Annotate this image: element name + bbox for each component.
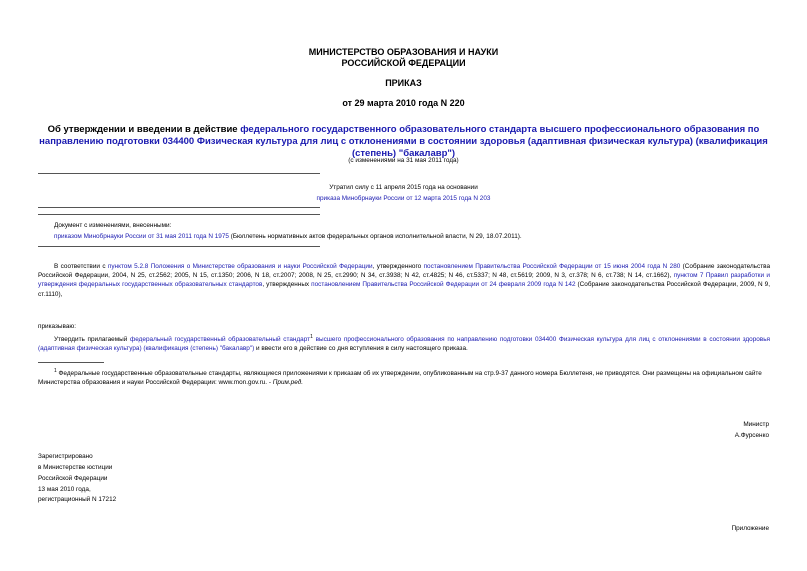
divider <box>38 207 320 208</box>
footnote-text: Федеральные государственные образовательные стандарты, являющиеся приложениями к приказам об их утверждении, опубликованным на стр.9-37 данного номера Бюллетеня, не приводятся. Они размещены на официальном сайте Министерства образования и науки Российской Федерации: www.mon.gov.ru. - <box>38 370 762 387</box>
registration-line-2: в Министерстве юстиции <box>38 464 113 471</box>
basis-paragraph <box>38 262 770 299</box>
changes-link[interactable]: приказом Минобрнауки России от 31 мая 2011 года N 1975 <box>54 233 229 240</box>
basis-link-1[interactable]: пунктом 5.2.8 Положения о Министерстве образования и науки Российской Федерации <box>107 263 373 270</box>
order-paragraph <box>38 333 770 354</box>
document-title <box>30 124 777 160</box>
footnote <box>38 367 774 388</box>
order-text-2: и ввести его в действие со дня вступления в силу настоящего приказа. <box>254 345 468 353</box>
changes-label: Документ с изменениями, внесенными: <box>54 222 172 229</box>
basis-text-1: В соответствии с <box>54 263 108 270</box>
appendix-label: Приложение <box>731 525 769 532</box>
registration-line-4: 13 мая 2010 года, <box>38 486 91 493</box>
order-standard-link-2[interactable]: высшего профессионального образования по направлению подготовки 034400 Физическая культура для лиц с отклонениями в состоянии здоровья (адаптивная физическая культура) (квалификация (степень) "бакалавр") <box>38 336 770 353</box>
basis-link-3[interactable]: пунктом 7 Правил разработки и утверждения федеральных государственных образовательных стандартов <box>38 272 770 289</box>
footnote-italic: Прим.ред. <box>272 379 304 387</box>
prikazyvayu: приказываю: <box>38 323 76 330</box>
basis-text-5: (Собрание законодательства Российской Федерации, 2009, N 9, ст.1110), <box>38 281 770 298</box>
basis-link-4[interactable]: постановлением Правительства Российской Федерации от 24 февраля 2009 года N 142 <box>311 281 576 289</box>
doc-type: ПРИКАЗ <box>385 78 422 88</box>
signature-position: Министр <box>743 421 769 428</box>
footnote-ref[interactable]: 1 <box>310 334 313 340</box>
divider <box>38 173 320 174</box>
title-standard-link[interactable]: федерального государственного образовательного стандарта высшего профессионального образования по направлению подготовки 034400 Физическая культура для лиц с отклонениями в состоянии здоровья (адаптивная физическая культура) (квалификация (степень) "бакалавр") <box>39 124 768 159</box>
divider <box>38 246 320 247</box>
basis-text-3: (Собрание законодательства Российской Федерации, 2004, N 25, ст.2562; 2005, N 15, ст.1350; 2006, N 18, ст.2007; 2008, N 25, ст.2990; N 34, ст.3938; N 42, ст.4825; N 46, ст.5337; N 48, ст.5619; 2009, N 3, ст.378; N 6, ст.738; N 14, ст.1662), <box>38 263 771 280</box>
basis-text-4: , утвержденных <box>262 281 312 289</box>
doc-date-number: от 29 марта 2010 года N 220 <box>342 98 465 108</box>
order-text-1: Утвердить прилагаемый <box>54 336 130 344</box>
changes-rest: (Бюллетень нормативных актов федеральных органов исполнительной власти, N 29, 18.07.2011). <box>228 233 522 240</box>
registration-line-5: регистрационный N 17212 <box>38 496 117 503</box>
lost-force-line: Утратил силу с 11 апреля 2015 года на основании <box>329 184 478 191</box>
registration-line-1: Зарегистрировано <box>38 453 93 460</box>
order-standard-link[interactable]: федеральный государственный образовательный стандарт <box>130 336 311 344</box>
basis-link-2[interactable]: постановлением Правительства Российской Федерации от 15 июня 2004 года N 280 <box>423 263 681 270</box>
divider <box>38 214 320 215</box>
lost-force-link[interactable]: приказа Минобрнауки России от 12 марта 2015 года N 203 <box>316 195 491 202</box>
signature-name: А.Фурсенко <box>734 432 769 439</box>
registration-line-3: Российской Федерации <box>38 475 108 482</box>
changes-line <box>54 232 774 241</box>
title-prefix: Об утверждении и введении в действие <box>47 124 241 135</box>
basis-text-2: , утвержденного <box>372 263 424 270</box>
ministry-line-1: МИНИСТЕРСТВО ОБРАЗОВАНИЯ И НАУКИ <box>308 47 499 57</box>
ministry-line-2: РОССИЙСКОЙ ФЕДЕРАЦИИ <box>341 58 466 68</box>
footnote-mark: 1 <box>54 368 57 374</box>
footnote-divider <box>38 362 104 363</box>
amendment-note: (с изменениями на 31 мая 2011 года) <box>348 157 459 164</box>
